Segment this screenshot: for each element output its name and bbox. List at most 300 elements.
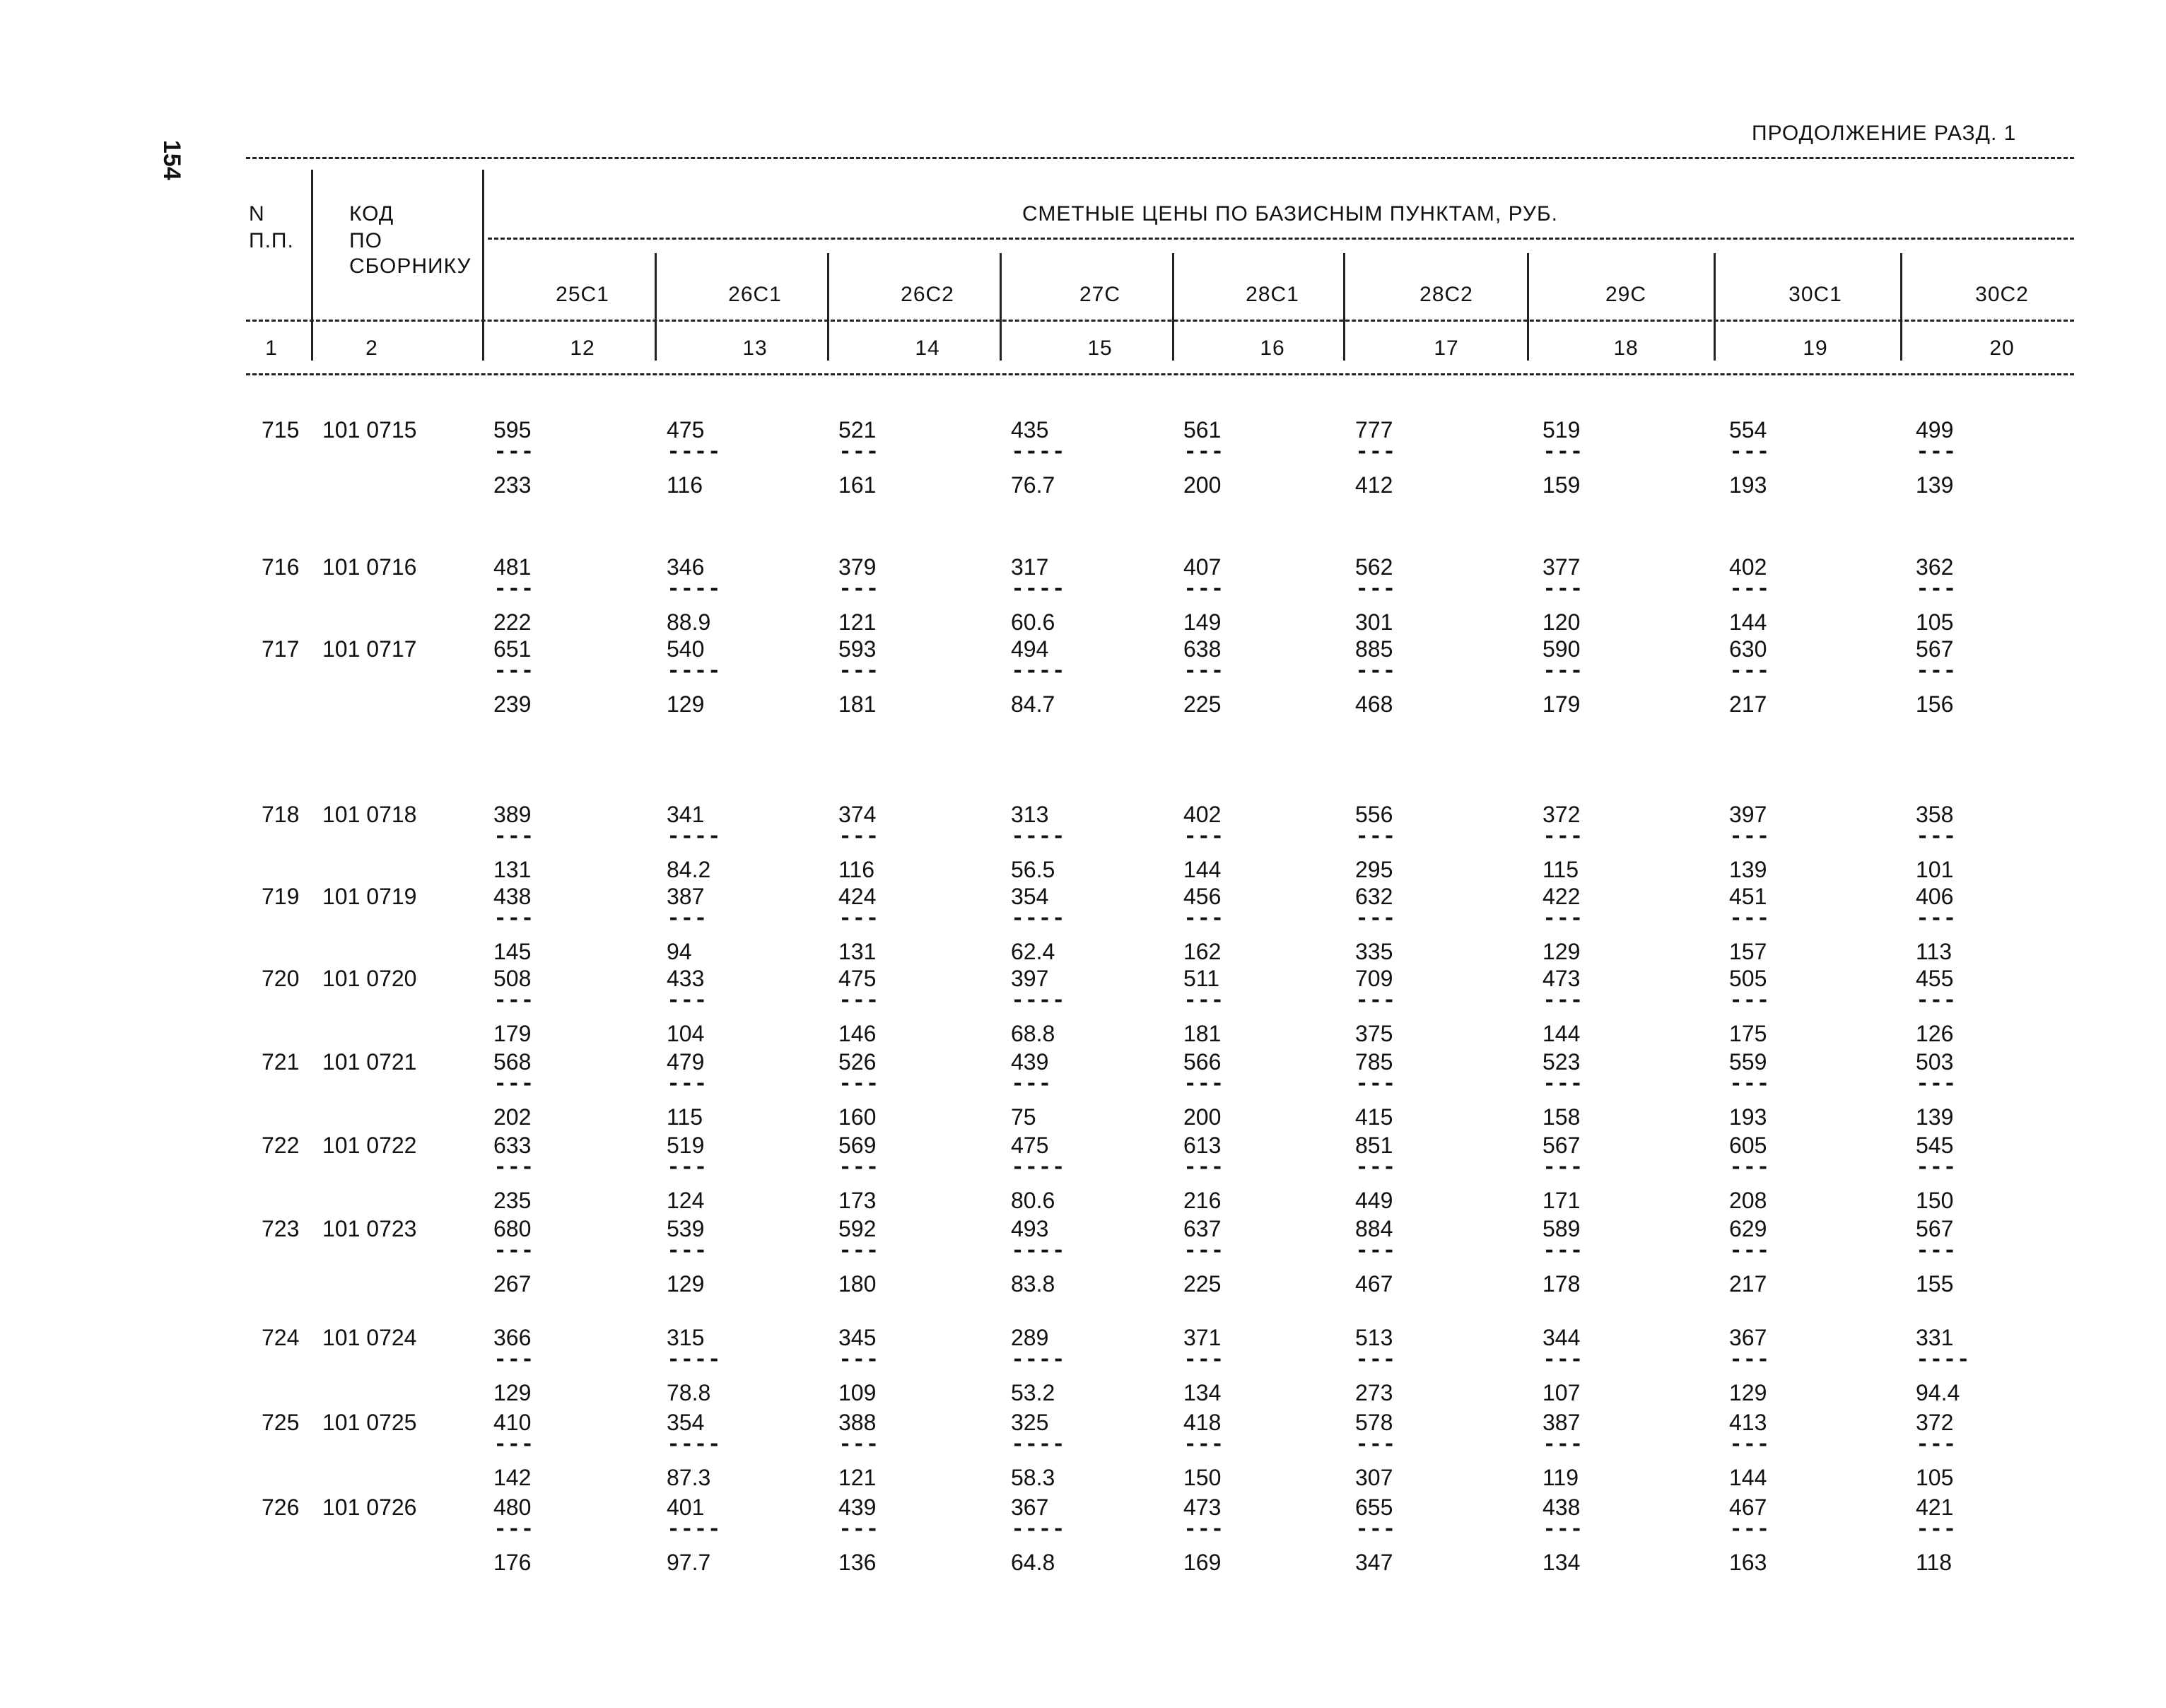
price-value-top: 526: [838, 1049, 877, 1075]
price-value-bottom: 173: [838, 1188, 877, 1213]
price-separator: ---: [1916, 1154, 1957, 1181]
price-separator: ---: [1729, 1238, 1770, 1264]
price-value-bottom: 116: [667, 472, 703, 498]
price-separator: ---: [1355, 824, 1396, 850]
price-value-bottom: 56.5: [1011, 857, 1055, 882]
price-separator: ----: [667, 658, 721, 684]
row-number: 724: [262, 1325, 300, 1350]
price-value-bottom: 75: [1011, 1104, 1036, 1130]
row-number: 718: [262, 802, 300, 827]
price-separator: ---: [838, 1154, 879, 1181]
row-code: 101 0716: [322, 554, 417, 580]
price-separator: ---: [1916, 988, 1957, 1014]
price-separator: ----: [667, 1432, 721, 1458]
price-separator: ---: [838, 988, 879, 1014]
price-value-bottom: 94: [667, 939, 692, 964]
row-number: 720: [262, 966, 300, 991]
price-value-top: 317: [1011, 554, 1049, 580]
price-separator: ---: [838, 1071, 879, 1097]
price-value-bottom: 225: [1183, 1271, 1222, 1297]
price-value-top: 545: [1916, 1133, 1954, 1158]
price-separator: ----: [667, 824, 721, 850]
price-value-top: 592: [838, 1216, 877, 1241]
price-separator: ---: [1355, 576, 1396, 602]
price-separator: ---: [838, 658, 879, 684]
horizontal-rule: [246, 373, 2074, 375]
price-value-bottom: 121: [838, 609, 877, 635]
vertical-rule: [827, 253, 829, 361]
price-value-bottom: 412: [1355, 472, 1393, 498]
price-value-bottom: 62.4: [1011, 939, 1055, 964]
price-separator: ----: [1011, 439, 1065, 465]
price-value-top: 374: [838, 802, 877, 827]
price-value-bottom: 181: [838, 691, 877, 717]
column-number: 12: [570, 337, 595, 360]
price-value-top: 590: [1542, 636, 1581, 662]
price-value-bottom: 142: [493, 1465, 532, 1490]
price-separator: ----: [667, 576, 721, 602]
price-separator: ---: [1916, 1071, 1957, 1097]
price-value-top: 556: [1355, 802, 1393, 827]
price-value-top: 455: [1916, 966, 1954, 991]
price-separator: ---: [1542, 824, 1583, 850]
price-value-bottom: 415: [1355, 1104, 1393, 1130]
price-value-bottom: 301: [1355, 609, 1393, 635]
price-value-top: 475: [1011, 1133, 1049, 1158]
price-value-top: 511: [1183, 966, 1220, 991]
point-header: 26С2: [901, 283, 954, 306]
horizontal-rule: [488, 238, 2074, 240]
row-code: 101 0721: [322, 1049, 417, 1075]
price-value-bottom: 150: [1183, 1465, 1222, 1490]
price-value-top: 521: [838, 417, 877, 443]
point-header: 30С2: [1975, 283, 2029, 306]
price-value-top: 377: [1542, 554, 1581, 580]
price-value-top: 389: [493, 802, 532, 827]
price-value-bottom: 178: [1542, 1271, 1581, 1297]
price-separator: ----: [667, 439, 721, 465]
price-value-top: 388: [838, 1410, 877, 1435]
price-separator: ---: [1542, 576, 1583, 602]
price-value-top: 397: [1011, 966, 1049, 991]
price-value-top: 633: [493, 1133, 532, 1158]
vertical-rule: [1900, 253, 1902, 361]
price-value-bottom: 126: [1916, 1021, 1954, 1046]
price-value-bottom: 158: [1542, 1104, 1581, 1130]
row-code: 101 0725: [322, 1410, 417, 1435]
price-value-bottom: 233: [493, 472, 532, 498]
price-value-top: 387: [1542, 1410, 1581, 1435]
price-value-bottom: 156: [1916, 691, 1954, 717]
price-separator: ---: [1916, 906, 1957, 932]
price-value-top: 480: [493, 1494, 532, 1520]
price-separator: ---: [1542, 1071, 1583, 1097]
price-separator: ---: [1183, 1432, 1224, 1458]
price-separator: ---: [493, 988, 534, 1014]
col-n-label-2: П.П.: [249, 229, 294, 252]
price-value-bottom: 105: [1916, 609, 1954, 635]
row-number: 726: [262, 1494, 300, 1520]
price-value-bottom: 115: [1542, 857, 1579, 882]
price-value-top: 613: [1183, 1133, 1222, 1158]
price-separator: ----: [1011, 1516, 1065, 1543]
price-separator: ---: [493, 1432, 534, 1458]
price-separator: ---: [1916, 1238, 1957, 1264]
price-separator: ---: [493, 824, 534, 850]
page-number: 154: [158, 140, 185, 180]
price-separator: ----: [667, 1516, 721, 1543]
price-separator: ---: [1183, 824, 1224, 850]
price-separator: ---: [1183, 1071, 1224, 1097]
row-code: 101 0726: [322, 1494, 417, 1520]
column-number: 18: [1613, 337, 1639, 360]
price-value-bottom: 180: [838, 1271, 877, 1297]
price-value-top: 785: [1355, 1049, 1393, 1075]
price-separator: ---: [493, 906, 534, 932]
price-value-bottom: 101: [1916, 857, 1954, 882]
price-separator: ---: [1729, 1432, 1770, 1458]
price-value-bottom: 307: [1355, 1465, 1393, 1490]
price-value-bottom: 129: [1729, 1380, 1767, 1405]
price-separator: ----: [1011, 1347, 1065, 1373]
price-value-top: 651: [493, 636, 532, 662]
price-value-top: 632: [1355, 884, 1393, 909]
row-number: 723: [262, 1216, 300, 1241]
price-value-top: 508: [493, 966, 532, 991]
vertical-rule: [311, 170, 313, 361]
price-value-top: 554: [1729, 417, 1767, 443]
price-value-bottom: 179: [493, 1021, 532, 1046]
price-value-bottom: 121: [838, 1465, 877, 1490]
point-header: 25С1: [556, 283, 609, 306]
vertical-rule: [1714, 253, 1716, 361]
price-value-top: 439: [838, 1494, 877, 1520]
row-number: 717: [262, 636, 300, 662]
price-value-top: 451: [1729, 884, 1767, 909]
price-value-bottom: 60.6: [1011, 609, 1055, 635]
price-value-top: 885: [1355, 636, 1393, 662]
price-value-top: 331: [1916, 1325, 1954, 1350]
price-value-top: 467: [1729, 1494, 1767, 1520]
price-separator: ---: [493, 1347, 534, 1373]
price-value-bottom: 176: [493, 1550, 532, 1575]
price-value-top: 341: [667, 802, 705, 827]
price-value-bottom: 107: [1542, 1380, 1581, 1405]
column-number: 2: [365, 337, 378, 360]
price-value-top: 777: [1355, 417, 1393, 443]
price-value-top: 655: [1355, 1494, 1393, 1520]
price-separator: ---: [1183, 1238, 1224, 1264]
price-value-top: 366: [493, 1325, 532, 1350]
price-separator: ---: [1542, 1347, 1583, 1373]
price-value-top: 413: [1729, 1410, 1767, 1435]
price-value-top: 473: [1542, 966, 1581, 991]
price-value-bottom: 145: [493, 939, 532, 964]
column-number: 15: [1087, 337, 1113, 360]
price-separator: ----: [667, 1347, 721, 1373]
price-value-bottom: 193: [1729, 1104, 1767, 1130]
price-value-top: 402: [1183, 802, 1222, 827]
col-n-label: N: [249, 202, 265, 226]
price-value-top: 435: [1011, 417, 1049, 443]
price-value-bottom: 129: [493, 1380, 532, 1405]
price-value-bottom: 78.8: [667, 1380, 711, 1405]
price-value-bottom: 225: [1183, 691, 1222, 717]
price-separator: ---: [1729, 824, 1770, 850]
column-number: 16: [1260, 337, 1285, 360]
price-value-bottom: 375: [1355, 1021, 1393, 1046]
point-header: 28С2: [1419, 283, 1473, 306]
price-value-top: 421: [1916, 1494, 1954, 1520]
price-value-top: 605: [1729, 1133, 1767, 1158]
price-value-top: 315: [667, 1325, 705, 1350]
price-value-bottom: 335: [1355, 939, 1393, 964]
price-value-bottom: 94.4: [1916, 1380, 1960, 1405]
price-separator: ---: [1355, 1238, 1396, 1264]
price-separator: ----: [1011, 1238, 1065, 1264]
price-value-bottom: 175: [1729, 1021, 1767, 1046]
price-separator: ---: [1355, 1347, 1396, 1373]
price-value-bottom: 129: [1542, 939, 1581, 964]
price-value-bottom: 179: [1542, 691, 1581, 717]
price-separator: ---: [1729, 988, 1770, 1014]
price-value-top: 345: [838, 1325, 877, 1350]
price-value-bottom: 144: [1729, 609, 1767, 635]
price-separator: ---: [1355, 988, 1396, 1014]
price-separator: ---: [1011, 1071, 1052, 1097]
vertical-rule: [655, 253, 657, 361]
price-value-top: 568: [493, 1049, 532, 1075]
price-separator: ----: [1011, 658, 1065, 684]
price-separator: ---: [1183, 439, 1224, 465]
price-separator: ---: [1183, 658, 1224, 684]
price-separator: ---: [1542, 658, 1583, 684]
price-separator: ---: [1729, 1347, 1770, 1373]
price-value-top: 680: [493, 1216, 532, 1241]
price-value-top: 438: [493, 884, 532, 909]
price-value-bottom: 120: [1542, 609, 1581, 635]
price-value-top: 422: [1542, 884, 1581, 909]
row-code: 101 0719: [322, 884, 417, 909]
price-value-bottom: 131: [838, 939, 877, 964]
price-value-bottom: 139: [1916, 1104, 1954, 1130]
price-value-bottom: 216: [1183, 1188, 1222, 1213]
vertical-rule: [1000, 253, 1002, 361]
price-value-top: 503: [1916, 1049, 1954, 1075]
horizontal-rule: [246, 320, 2074, 322]
price-separator: ---: [1916, 824, 1957, 850]
price-value-top: 473: [1183, 1494, 1222, 1520]
price-value-bottom: 202: [493, 1104, 532, 1130]
price-value-bottom: 88.9: [667, 609, 711, 635]
price-value-bottom: 208: [1729, 1188, 1767, 1213]
price-value-top: 851: [1355, 1133, 1393, 1158]
price-value-top: 578: [1355, 1410, 1393, 1435]
row-number: 722: [262, 1133, 300, 1158]
price-value-top: 709: [1355, 966, 1393, 991]
price-value-top: 372: [1916, 1410, 1954, 1435]
price-separator: ----: [1011, 824, 1065, 850]
price-separator: ---: [1355, 1154, 1396, 1181]
price-value-top: 438: [1542, 1494, 1581, 1520]
price-value-bottom: 159: [1542, 472, 1581, 498]
price-separator: ---: [493, 439, 534, 465]
price-value-bottom: 118: [1916, 1550, 1953, 1575]
price-value-top: 475: [667, 417, 705, 443]
price-value-top: 397: [1729, 802, 1767, 827]
price-value-bottom: 134: [1542, 1550, 1581, 1575]
price-separator: ---: [493, 576, 534, 602]
price-value-bottom: 113: [1916, 939, 1953, 964]
price-separator: ---: [1542, 1432, 1583, 1458]
price-value-bottom: 235: [493, 1188, 532, 1213]
price-separator: ---: [1355, 1516, 1396, 1543]
price-value-bottom: 119: [1542, 1465, 1579, 1490]
price-separator: ---: [838, 1347, 879, 1373]
price-value-top: 362: [1916, 554, 1954, 580]
point-header: 29С: [1605, 283, 1647, 306]
price-value-bottom: 155: [1916, 1271, 1954, 1297]
section-title: ПРОДОЛЖЕНИЕ РАЗД. 1: [1752, 122, 2017, 145]
price-value-bottom: 467: [1355, 1271, 1393, 1297]
price-value-bottom: 129: [667, 691, 705, 717]
price-separator: ---: [1916, 1516, 1957, 1543]
price-value-top: 493: [1011, 1216, 1049, 1241]
row-number: 721: [262, 1049, 300, 1075]
price-value-bottom: 181: [1183, 1021, 1222, 1046]
row-code: 101 0722: [322, 1133, 417, 1158]
price-value-top: 424: [838, 884, 877, 909]
price-separator: ---: [493, 658, 534, 684]
price-value-bottom: 104: [667, 1021, 705, 1046]
price-separator: ----: [1011, 1432, 1065, 1458]
price-value-bottom: 146: [838, 1021, 877, 1046]
price-separator: ---: [1183, 906, 1224, 932]
price-value-bottom: 160: [838, 1104, 877, 1130]
price-value-bottom: 84.2: [667, 857, 711, 882]
price-value-top: 629: [1729, 1216, 1767, 1241]
price-value-top: 539: [667, 1216, 705, 1241]
price-value-top: 410: [493, 1410, 532, 1435]
row-code: 101 0724: [322, 1325, 417, 1350]
price-value-bottom: 169: [1183, 1550, 1222, 1575]
price-separator: ---: [493, 1154, 534, 1181]
price-separator: ---: [493, 1071, 534, 1097]
price-value-top: 884: [1355, 1216, 1393, 1241]
price-value-bottom: 134: [1183, 1380, 1222, 1405]
row-code: 101 0720: [322, 966, 417, 991]
price-value-bottom: 162: [1183, 939, 1222, 964]
vertical-rule: [1527, 253, 1529, 361]
price-value-top: 519: [667, 1133, 705, 1158]
price-value-bottom: 124: [667, 1188, 705, 1213]
point-header: 30С1: [1789, 283, 1842, 306]
row-number: 715: [262, 417, 300, 443]
price-value-top: 481: [493, 554, 532, 580]
price-value-bottom: 139: [1729, 857, 1767, 882]
price-value-bottom: 144: [1729, 1465, 1767, 1490]
price-separator: ----: [1011, 576, 1065, 602]
price-value-top: 475: [838, 966, 877, 991]
price-value-top: 593: [838, 636, 877, 662]
row-number: 719: [262, 884, 300, 909]
row-code: 101 0715: [322, 417, 417, 443]
price-separator: ----: [1011, 988, 1065, 1014]
column-number: 17: [1434, 337, 1459, 360]
price-separator: ---: [1729, 576, 1770, 602]
price-value-bottom: 115: [667, 1104, 703, 1130]
price-separator: ---: [838, 824, 879, 850]
col-code-label-2: ПО: [349, 229, 382, 252]
price-value-top: 637: [1183, 1216, 1222, 1241]
price-value-top: 354: [667, 1410, 705, 1435]
price-value-bottom: 217: [1729, 1271, 1767, 1297]
price-separator: ---: [1355, 1071, 1396, 1097]
price-value-top: 379: [838, 554, 877, 580]
price-value-top: 589: [1542, 1216, 1581, 1241]
price-value-bottom: 163: [1729, 1550, 1767, 1575]
price-separator: ---: [1542, 1154, 1583, 1181]
column-number: 1: [265, 337, 278, 360]
price-value-bottom: 200: [1183, 472, 1222, 498]
price-value-bottom: 136: [838, 1550, 877, 1575]
price-value-bottom: 131: [493, 857, 532, 882]
price-separator: ---: [1542, 439, 1583, 465]
price-value-top: 562: [1355, 554, 1393, 580]
price-value-bottom: 139: [1916, 472, 1954, 498]
column-number: 14: [915, 337, 940, 360]
price-separator: ---: [1916, 439, 1957, 465]
price-separator: ---: [1916, 576, 1957, 602]
row-code: 101 0717: [322, 636, 417, 662]
price-separator: ---: [1355, 1432, 1396, 1458]
price-value-bottom: 468: [1355, 691, 1393, 717]
price-value-top: 561: [1183, 417, 1222, 443]
price-value-top: 407: [1183, 554, 1222, 580]
price-separator: ---: [838, 1516, 879, 1543]
price-value-top: 367: [1011, 1494, 1049, 1520]
price-value-bottom: 149: [1183, 609, 1222, 635]
price-value-top: 354: [1011, 884, 1049, 909]
price-separator: ---: [667, 1154, 708, 1181]
price-value-top: 638: [1183, 636, 1222, 662]
price-value-top: 630: [1729, 636, 1767, 662]
price-value-bottom: 105: [1916, 1465, 1954, 1490]
price-value-bottom: 150: [1916, 1188, 1954, 1213]
price-value-top: 567: [1916, 636, 1954, 662]
price-separator: ---: [1183, 1516, 1224, 1543]
row-number: 716: [262, 554, 300, 580]
price-value-bottom: 58.3: [1011, 1465, 1055, 1490]
price-separator: ---: [1729, 1071, 1770, 1097]
vertical-rule: [1343, 253, 1345, 361]
price-value-top: 402: [1729, 554, 1767, 580]
price-value-bottom: 161: [838, 472, 877, 498]
price-value-bottom: 217: [1729, 691, 1767, 717]
price-value-top: 371: [1183, 1325, 1222, 1350]
price-separator: ---: [493, 1516, 534, 1543]
price-separator: ---: [1916, 1432, 1957, 1458]
price-separator: ---: [667, 988, 708, 1014]
price-separator: ---: [1916, 658, 1957, 684]
price-value-bottom: 84.7: [1011, 691, 1055, 717]
price-value-top: 513: [1355, 1325, 1393, 1350]
row-code: 101 0723: [322, 1216, 417, 1241]
price-value-top: 313: [1011, 802, 1049, 827]
vertical-rule: [482, 170, 484, 361]
price-value-top: 406: [1916, 884, 1954, 909]
price-value-top: 559: [1729, 1049, 1767, 1075]
